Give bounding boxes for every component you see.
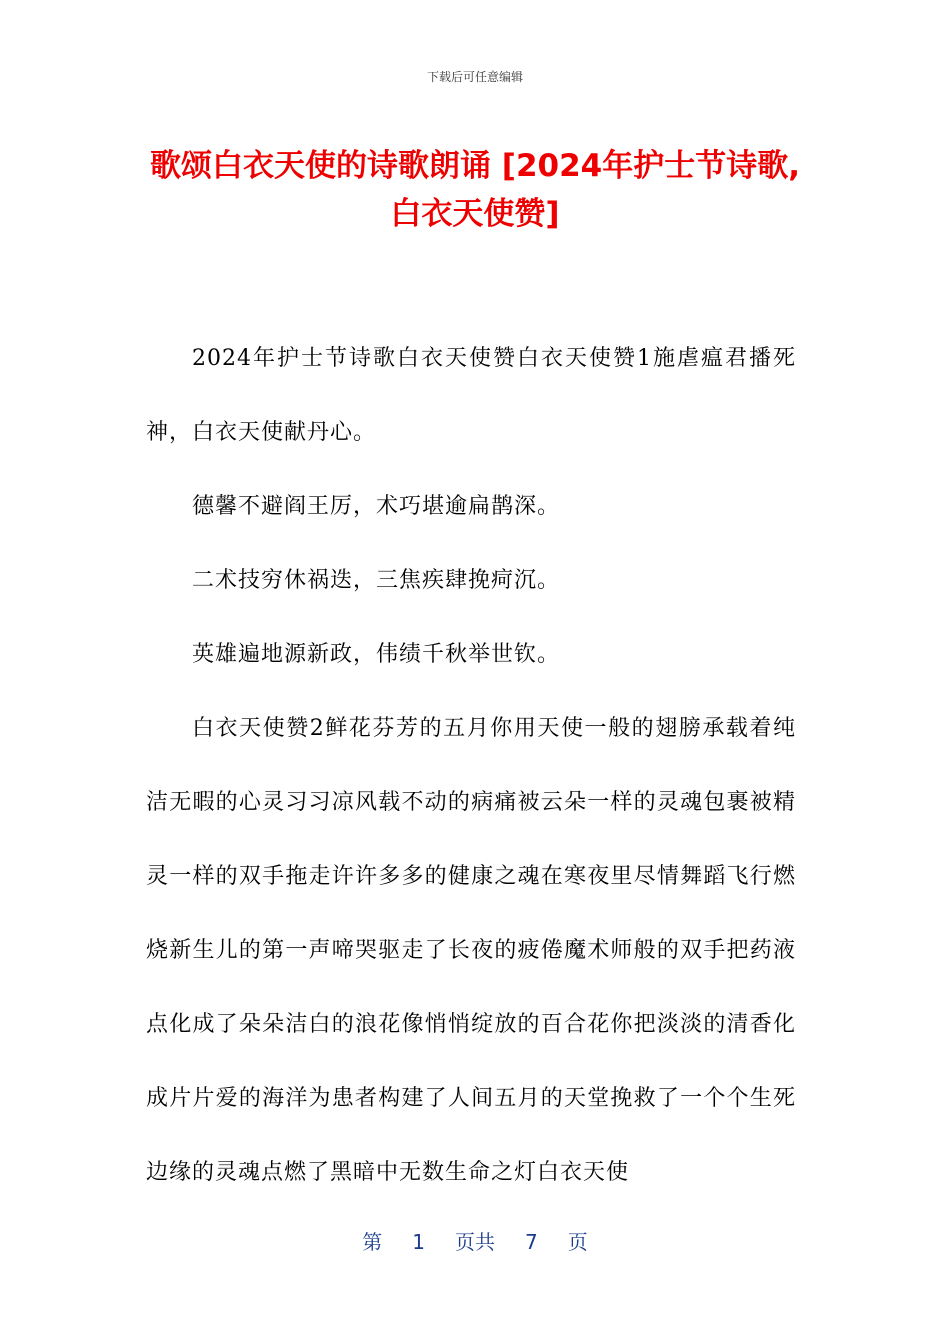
document-body (146, 322, 796, 1210)
paragraph-3: 二术技穷休祸迭，三焦疾肆挽疴沉。 (192, 568, 561, 593)
page-footer (0, 1226, 950, 1255)
document-title: 歌颂白衣天使的诗歌朗诵 [2024年护士节诗歌,白衣天使赞] (149, 148, 800, 232)
header-note: 下载后可任意编辑 (426, 70, 523, 84)
footer-prefix: 第 (362, 1230, 383, 1254)
paragraph-5: 白衣天使赞2鲜花芬芳的五月你用天使一般的翅膀承载着纯洁无暇的心灵习习凉风载不动的病痛被云朵一样的灵魂包裹被精灵一样的双手拖走许许多多的健康之魂在寒夜里尽情舞蹈飞行燃烧新生儿的第一声啼哭驱走了长夜的疲倦魔术师般的双手把药液点化成了朵朵洁白的浪花像悄悄绽放的百合花你把淡淡的清香化成片片爱的海洋为患者构建了人间五月的天堂挽救了一个个生死边缘的灵魂点燃了黑暗中无数生命之灯白衣天使 (146, 716, 796, 1185)
footer-middle: 页共 (455, 1230, 495, 1254)
footer-suffix: 页 (567, 1230, 588, 1254)
paragraph-1: 2024年护士节诗歌白衣天使赞白衣天使赞1施虐瘟君播死神，白衣天使献丹心。 (146, 346, 796, 445)
paragraph-2: 德馨不避阎王厉，术巧堪逾扁鹊深。 (192, 494, 561, 519)
paragraph-4: 英雄遍地源新政，伟绩千秋举世钦。 (192, 642, 561, 667)
current-page-number: 1 (412, 1230, 425, 1254)
total-page-number: 7 (525, 1230, 538, 1254)
